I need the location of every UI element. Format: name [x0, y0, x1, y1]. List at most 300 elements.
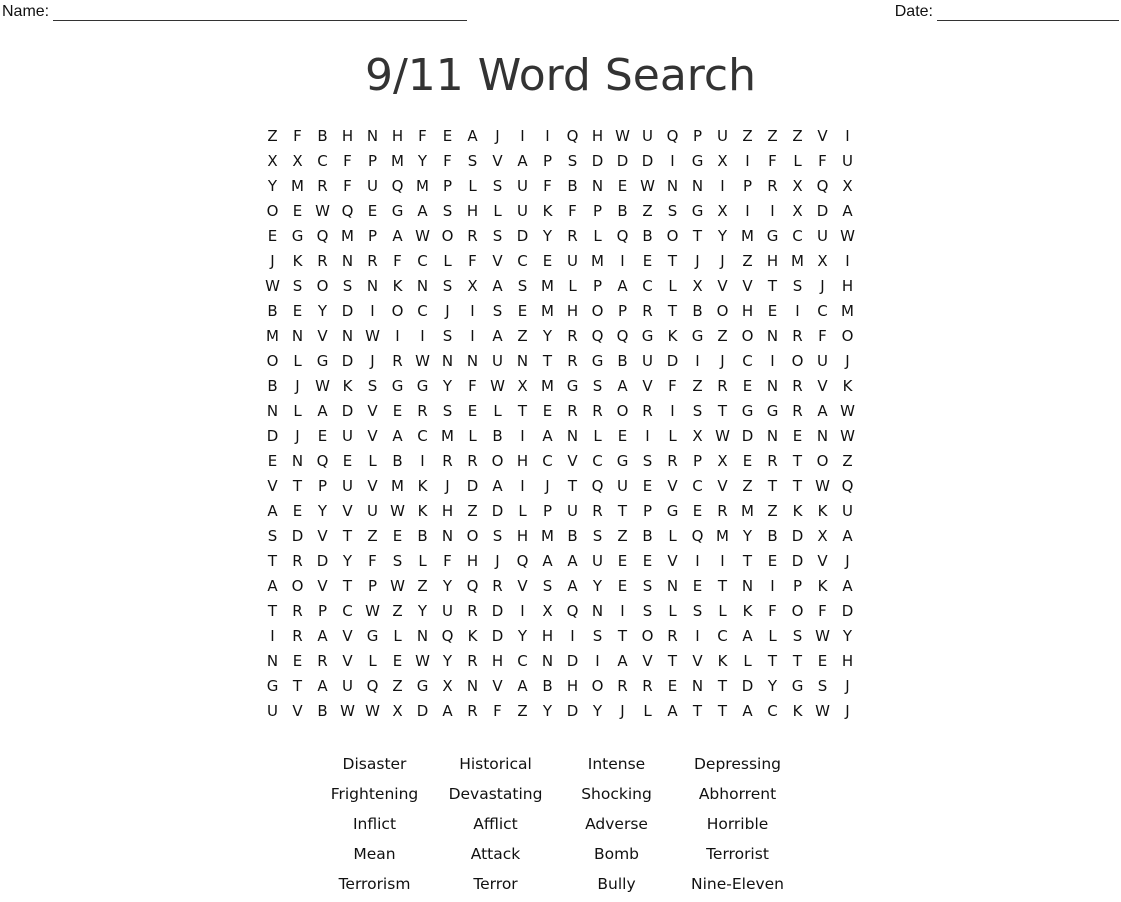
grid-letter[interactable]: D — [341, 302, 354, 320]
grid-letter[interactable]: Q — [391, 177, 404, 195]
grid-letter[interactable]: A — [392, 427, 403, 445]
grid-letter[interactable]: B — [417, 527, 428, 545]
grid-letter[interactable]: B — [392, 452, 403, 470]
grid-letter[interactable]: W — [815, 477, 830, 495]
grid-letter[interactable]: P — [367, 227, 378, 245]
grid-letter[interactable]: L — [393, 627, 402, 645]
grid-letter[interactable]: X — [392, 702, 403, 720]
grid-letter[interactable]: G — [616, 452, 629, 470]
grid-letter[interactable]: U — [817, 352, 828, 370]
grid-letter[interactable]: D — [841, 602, 854, 620]
grid-letter[interactable]: D — [341, 352, 354, 370]
grid-letter[interactable]: E — [367, 202, 378, 220]
grid-letter[interactable]: T — [342, 527, 353, 545]
grid-letter[interactable]: N — [766, 327, 779, 345]
grid-letter[interactable]: L — [768, 627, 777, 645]
grid-letter[interactable]: I — [395, 327, 400, 345]
grid-letter[interactable]: M — [541, 302, 554, 320]
grid-letter[interactable]: S — [592, 527, 603, 545]
grid-letter[interactable]: A — [317, 677, 328, 695]
grid-letter[interactable]: V — [567, 452, 578, 470]
grid-letter[interactable]: W — [365, 602, 380, 620]
grid-letter[interactable]: W — [315, 202, 330, 220]
grid-letter[interactable]: X — [817, 527, 828, 545]
grid-letter[interactable]: Z — [842, 452, 853, 470]
grid-letter[interactable]: Z — [617, 527, 628, 545]
grid-letter[interactable]: H — [391, 127, 404, 145]
grid-letter[interactable]: F — [493, 702, 502, 720]
grid-letter[interactable]: B — [567, 177, 578, 195]
grid-letter[interactable]: Y — [417, 152, 428, 170]
grid-letter[interactable]: R — [567, 402, 578, 420]
grid-letter[interactable]: L — [468, 177, 477, 195]
grid-letter[interactable]: Y — [442, 377, 453, 395]
grid-letter[interactable]: I — [420, 452, 425, 470]
grid-letter[interactable]: G — [691, 202, 704, 220]
grid-letter[interactable]: Q — [591, 327, 604, 345]
grid-letter[interactable]: N — [341, 327, 354, 345]
grid-letter[interactable]: R — [792, 402, 803, 420]
grid-letter[interactable]: L — [668, 427, 677, 445]
grid-letter[interactable]: G — [691, 327, 704, 345]
grid-letter[interactable]: J — [495, 127, 500, 145]
grid-letter[interactable]: A — [517, 677, 528, 695]
grid-letter[interactable]: V — [817, 552, 828, 570]
grid-letter[interactable]: U — [342, 427, 353, 445]
grid-letter[interactable]: I — [795, 302, 800, 320]
grid-letter[interactable]: E — [467, 402, 478, 420]
grid-letter[interactable]: I — [520, 477, 525, 495]
grid-letter[interactable]: P — [542, 152, 553, 170]
grid-letter[interactable]: Q — [466, 577, 479, 595]
grid-letter[interactable]: F — [818, 327, 827, 345]
grid-letter[interactable]: D — [791, 527, 804, 545]
grid-letter[interactable]: E — [617, 177, 628, 195]
grid-letter[interactable]: Y — [317, 302, 328, 320]
grid-letter[interactable]: Z — [517, 327, 528, 345]
grid-letter[interactable]: E — [642, 477, 653, 495]
grid-letter[interactable]: S — [692, 402, 703, 420]
grid-letter[interactable]: F — [668, 377, 677, 395]
grid-letter[interactable]: D — [466, 477, 479, 495]
grid-letter[interactable]: V — [492, 677, 503, 695]
grid-letter[interactable]: L — [493, 402, 502, 420]
grid-letter[interactable]: D — [291, 527, 304, 545]
grid-letter[interactable]: D — [341, 402, 354, 420]
grid-letter[interactable]: K — [292, 252, 303, 270]
grid-letter[interactable]: B — [267, 302, 278, 320]
grid-letter[interactable]: I — [520, 602, 525, 620]
grid-letter[interactable]: N — [291, 327, 304, 345]
grid-letter[interactable]: N — [741, 577, 754, 595]
grid-letter[interactable]: K — [792, 502, 803, 520]
grid-letter[interactable]: P — [442, 177, 453, 195]
grid-letter[interactable]: I — [620, 602, 625, 620]
grid-letter[interactable]: R — [617, 677, 628, 695]
grid-letter[interactable]: U — [642, 127, 653, 145]
grid-letter[interactable]: G — [316, 352, 329, 370]
grid-letter[interactable]: Z — [692, 377, 703, 395]
grid-letter[interactable]: I — [670, 152, 675, 170]
grid-letter[interactable]: I — [645, 427, 650, 445]
grid-letter[interactable]: K — [417, 477, 428, 495]
grid-letter[interactable]: H — [491, 652, 504, 670]
grid-letter[interactable]: J — [720, 352, 725, 370]
grid-letter[interactable]: R — [467, 702, 478, 720]
grid-letter[interactable]: M — [591, 252, 604, 270]
grid-letter[interactable]: D — [491, 602, 504, 620]
grid-letter[interactable]: R — [392, 352, 403, 370]
grid-letter[interactable]: V — [667, 552, 678, 570]
grid-letter[interactable]: Z — [717, 327, 728, 345]
grid-letter[interactable]: S — [442, 202, 453, 220]
grid-letter[interactable]: U — [367, 502, 378, 520]
grid-letter[interactable]: A — [492, 327, 503, 345]
grid-letter[interactable]: D — [666, 352, 679, 370]
grid-letter[interactable]: S — [667, 202, 678, 220]
grid-letter[interactable]: W — [615, 127, 630, 145]
grid-letter[interactable]: B — [492, 427, 503, 445]
grid-letter[interactable]: L — [368, 652, 377, 670]
grid-letter[interactable]: Q — [616, 227, 629, 245]
grid-letter[interactable]: F — [818, 152, 827, 170]
grid-letter[interactable]: W — [415, 652, 430, 670]
grid-letter[interactable]: I — [720, 177, 725, 195]
grid-letter[interactable]: W — [340, 702, 355, 720]
grid-letter[interactable]: Y — [417, 602, 428, 620]
grid-letter[interactable]: A — [742, 627, 753, 645]
grid-letter[interactable]: D — [566, 702, 579, 720]
grid-letter[interactable]: V — [292, 702, 303, 720]
grid-letter[interactable]: C — [717, 627, 728, 645]
grid-letter[interactable]: N — [416, 277, 429, 295]
grid-letter[interactable]: L — [493, 202, 502, 220]
grid-letter[interactable]: V — [517, 577, 528, 595]
grid-letter[interactable]: P — [317, 602, 328, 620]
grid-letter[interactable]: T — [667, 252, 678, 270]
grid-letter[interactable]: L — [518, 502, 527, 520]
grid-letter[interactable]: I — [470, 327, 475, 345]
grid-letter[interactable]: A — [267, 502, 278, 520]
grid-letter[interactable]: M — [391, 152, 404, 170]
grid-letter[interactable]: T — [667, 652, 678, 670]
grid-letter[interactable]: N — [291, 452, 304, 470]
grid-letter[interactable]: S — [492, 527, 503, 545]
grid-letter[interactable]: J — [495, 552, 500, 570]
grid-letter[interactable]: N — [366, 127, 379, 145]
grid-letter[interactable]: H — [591, 127, 604, 145]
grid-letter[interactable]: A — [317, 402, 328, 420]
grid-letter[interactable]: Y — [767, 677, 778, 695]
grid-letter[interactable]: W — [840, 227, 855, 245]
grid-letter[interactable]: K — [542, 202, 553, 220]
grid-letter[interactable]: U — [367, 177, 378, 195]
grid-letter[interactable]: U — [342, 677, 353, 695]
grid-letter[interactable]: S — [492, 302, 503, 320]
grid-letter[interactable]: H — [741, 302, 754, 320]
grid-letter[interactable]: J — [370, 352, 375, 370]
grid-letter[interactable]: T — [542, 352, 553, 370]
grid-letter[interactable]: M — [416, 177, 429, 195]
grid-letter[interactable]: G — [641, 327, 654, 345]
grid-letter[interactable]: R — [642, 302, 653, 320]
grid-letter[interactable]: B — [267, 377, 278, 395]
grid-letter[interactable]: Z — [417, 577, 428, 595]
grid-letter[interactable]: C — [417, 427, 428, 445]
grid-letter[interactable]: B — [567, 527, 578, 545]
grid-letter[interactable]: L — [418, 552, 427, 570]
grid-letter[interactable]: T — [792, 452, 803, 470]
grid-letter[interactable]: Q — [616, 327, 629, 345]
grid-letter[interactable]: K — [717, 652, 728, 670]
grid-letter[interactable]: X — [267, 152, 278, 170]
grid-letter[interactable]: G — [266, 677, 279, 695]
grid-letter[interactable]: L — [668, 277, 677, 295]
grid-letter[interactable]: A — [517, 152, 528, 170]
grid-letter[interactable]: D — [316, 552, 329, 570]
grid-letter[interactable]: O — [591, 302, 604, 320]
grid-letter[interactable]: G — [416, 677, 429, 695]
grid-letter[interactable]: T — [267, 602, 278, 620]
grid-letter[interactable]: I — [845, 252, 850, 270]
grid-letter[interactable]: G — [391, 202, 404, 220]
grid-letter[interactable]: E — [692, 577, 703, 595]
grid-letter[interactable]: C — [642, 277, 653, 295]
grid-letter[interactable]: C — [542, 452, 553, 470]
grid-letter[interactable]: S — [692, 602, 703, 620]
grid-letter[interactable]: H — [841, 652, 854, 670]
grid-letter[interactable]: I — [470, 302, 475, 320]
grid-letter[interactable]: Q — [516, 552, 529, 570]
grid-letter[interactable]: R — [717, 502, 728, 520]
grid-letter[interactable]: O — [466, 527, 479, 545]
grid-letter[interactable]: Z — [367, 527, 378, 545]
grid-letter[interactable]: Y — [742, 527, 753, 545]
grid-letter[interactable]: I — [420, 327, 425, 345]
grid-letter[interactable]: F — [568, 202, 577, 220]
grid-letter[interactable]: T — [692, 227, 703, 245]
grid-letter[interactable]: S — [592, 627, 603, 645]
grid-letter[interactable]: X — [542, 602, 553, 620]
grid-letter[interactable]: E — [342, 452, 353, 470]
grid-letter[interactable]: S — [442, 402, 453, 420]
grid-letter[interactable]: U — [717, 127, 728, 145]
grid-letter[interactable]: O — [716, 302, 729, 320]
grid-letter[interactable]: X — [467, 277, 478, 295]
grid-letter[interactable]: A — [617, 652, 628, 670]
grid-letter[interactable]: U — [567, 252, 578, 270]
grid-letter[interactable]: G — [416, 377, 429, 395]
grid-letter[interactable]: M — [441, 427, 454, 445]
grid-letter[interactable]: F — [418, 127, 427, 145]
grid-letter[interactable]: Z — [742, 477, 753, 495]
grid-letter[interactable]: R — [667, 452, 678, 470]
grid-letter[interactable]: S — [642, 452, 653, 470]
grid-letter[interactable]: C — [417, 302, 428, 320]
grid-letter[interactable]: N — [541, 652, 554, 670]
grid-letter[interactable]: C — [767, 702, 778, 720]
grid-letter[interactable]: W — [390, 577, 405, 595]
grid-letter[interactable]: N — [266, 652, 279, 670]
grid-letter[interactable]: P — [642, 502, 653, 520]
grid-letter[interactable]: C — [342, 602, 353, 620]
grid-letter[interactable]: K — [667, 327, 678, 345]
grid-letter[interactable]: R — [567, 227, 578, 245]
grid-letter[interactable]: E — [392, 402, 403, 420]
grid-letter[interactable]: T — [792, 652, 803, 670]
grid-letter[interactable]: Y — [592, 702, 603, 720]
grid-letter[interactable]: T — [717, 577, 728, 595]
grid-letter[interactable]: F — [768, 602, 777, 620]
grid-letter[interactable]: V — [742, 277, 753, 295]
grid-letter[interactable]: S — [392, 552, 403, 570]
grid-letter[interactable]: G — [366, 627, 379, 645]
grid-letter[interactable]: Y — [342, 552, 353, 570]
grid-letter[interactable]: O — [816, 452, 829, 470]
grid-letter[interactable]: V — [667, 477, 678, 495]
grid-letter[interactable]: C — [692, 477, 703, 495]
grid-letter[interactable]: J — [270, 252, 275, 270]
grid-letter[interactable]: V — [367, 402, 378, 420]
grid-letter[interactable]: W — [715, 427, 730, 445]
grid-letter[interactable]: X — [442, 677, 453, 695]
grid-letter[interactable]: M — [716, 527, 729, 545]
grid-letter[interactable]: S — [492, 177, 503, 195]
grid-letter[interactable]: L — [293, 402, 302, 420]
grid-letter[interactable]: F — [468, 377, 477, 395]
grid-letter[interactable]: R — [467, 602, 478, 620]
grid-letter[interactable]: Y — [517, 627, 528, 645]
grid-letter[interactable]: N — [516, 352, 529, 370]
grid-letter[interactable]: V — [492, 152, 503, 170]
grid-letter[interactable]: U — [567, 502, 578, 520]
grid-letter[interactable]: R — [317, 652, 328, 670]
grid-letter[interactable]: W — [365, 702, 380, 720]
grid-letter[interactable]: M — [266, 327, 279, 345]
grid-letter[interactable]: U — [342, 477, 353, 495]
grid-letter[interactable]: H — [441, 502, 454, 520]
grid-letter[interactable]: R — [292, 627, 303, 645]
grid-letter[interactable]: X — [792, 202, 803, 220]
grid-letter[interactable]: A — [492, 277, 503, 295]
grid-letter[interactable]: D — [591, 152, 604, 170]
grid-letter[interactable]: E — [267, 227, 278, 245]
grid-letter[interactable]: P — [792, 577, 803, 595]
grid-letter[interactable]: R — [767, 452, 778, 470]
grid-letter[interactable]: N — [441, 527, 454, 545]
grid-letter[interactable]: I — [845, 127, 850, 145]
grid-letter[interactable]: A — [442, 702, 453, 720]
grid-letter[interactable]: N — [666, 177, 679, 195]
grid-letter[interactable]: X — [717, 152, 728, 170]
grid-letter[interactable]: U — [492, 352, 503, 370]
grid-letter[interactable]: N — [341, 252, 354, 270]
grid-letter[interactable]: A — [817, 402, 828, 420]
grid-letter[interactable]: A — [542, 427, 553, 445]
grid-letter[interactable]: R — [492, 577, 503, 595]
grid-letter[interactable]: G — [791, 677, 804, 695]
grid-letter[interactable]: B — [617, 352, 628, 370]
grid-letter[interactable]: F — [818, 602, 827, 620]
grid-letter[interactable]: G — [291, 227, 304, 245]
grid-letter[interactable]: E — [442, 127, 453, 145]
grid-letter[interactable]: R — [567, 352, 578, 370]
grid-letter[interactable]: E — [392, 527, 403, 545]
grid-letter[interactable]: L — [568, 277, 577, 295]
grid-letter[interactable]: E — [767, 302, 778, 320]
grid-letter[interactable]: J — [295, 427, 300, 445]
grid-letter[interactable]: Y — [442, 652, 453, 670]
grid-letter[interactable]: M — [841, 302, 854, 320]
grid-letter[interactable]: N — [416, 627, 429, 645]
grid-letter[interactable]: X — [717, 452, 728, 470]
grid-letter[interactable]: U — [817, 227, 828, 245]
grid-letter[interactable]: E — [542, 252, 553, 270]
grid-letter[interactable]: A — [842, 202, 853, 220]
grid-letter[interactable]: W — [640, 177, 655, 195]
grid-letter[interactable]: S — [342, 277, 353, 295]
grid-letter[interactable]: Q — [691, 527, 704, 545]
grid-letter[interactable]: W — [840, 427, 855, 445]
grid-letter[interactable]: Q — [841, 477, 854, 495]
grid-letter[interactable]: I — [520, 127, 525, 145]
grid-letter[interactable]: P — [592, 202, 603, 220]
grid-letter[interactable]: X — [692, 427, 703, 445]
grid-letter[interactable]: U — [517, 177, 528, 195]
grid-letter[interactable]: F — [443, 152, 452, 170]
grid-letter[interactable]: O — [791, 352, 804, 370]
grid-letter[interactable]: X — [792, 177, 803, 195]
grid-letter[interactable]: F — [343, 177, 352, 195]
grid-letter[interactable]: P — [692, 452, 703, 470]
grid-letter[interactable]: N — [366, 277, 379, 295]
grid-letter[interactable]: R — [767, 177, 778, 195]
grid-letter[interactable]: D — [741, 427, 754, 445]
grid-letter[interactable]: W — [415, 227, 430, 245]
grid-letter[interactable]: T — [292, 677, 303, 695]
grid-letter[interactable]: N — [691, 177, 704, 195]
grid-letter[interactable]: Y — [317, 502, 328, 520]
grid-letter[interactable]: P — [617, 302, 628, 320]
grid-letter[interactable]: W — [390, 502, 405, 520]
grid-letter[interactable]: W — [840, 402, 855, 420]
grid-letter[interactable]: S — [517, 277, 528, 295]
grid-letter[interactable]: Q — [316, 452, 329, 470]
grid-letter[interactable]: F — [768, 152, 777, 170]
grid-letter[interactable]: G — [566, 377, 579, 395]
grid-letter[interactable]: A — [617, 377, 628, 395]
grid-letter[interactable]: V — [492, 252, 503, 270]
grid-letter[interactable]: H — [566, 677, 579, 695]
grid-letter[interactable]: T — [342, 577, 353, 595]
grid-letter[interactable]: Z — [767, 502, 778, 520]
grid-letter[interactable]: E — [267, 452, 278, 470]
grid-letter[interactable]: J — [620, 702, 625, 720]
grid-letter[interactable]: T — [567, 477, 578, 495]
grid-letter[interactable]: J — [845, 677, 850, 695]
grid-letter[interactable]: N — [266, 402, 279, 420]
grid-letter[interactable]: L — [593, 227, 602, 245]
grid-letter[interactable]: M — [541, 277, 554, 295]
grid-letter[interactable]: L — [643, 702, 652, 720]
grid-letter[interactable]: O — [616, 402, 629, 420]
grid-letter[interactable]: Y — [592, 577, 603, 595]
grid-letter[interactable]: T — [767, 652, 778, 670]
grid-letter[interactable]: C — [792, 227, 803, 245]
grid-letter[interactable]: P — [592, 277, 603, 295]
grid-letter[interactable]: L — [468, 427, 477, 445]
grid-letter[interactable]: R — [667, 627, 678, 645]
